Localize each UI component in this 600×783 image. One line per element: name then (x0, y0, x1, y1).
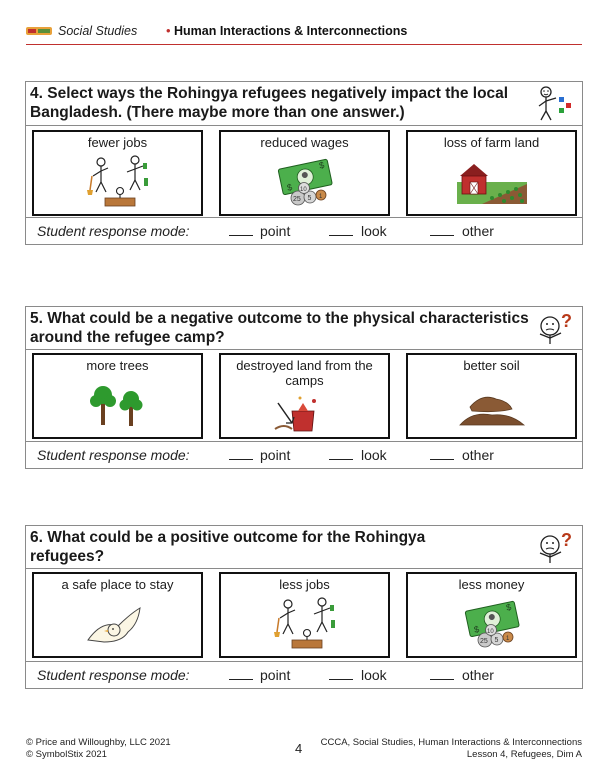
workers-icon (83, 154, 153, 210)
destroyed-land-icon (270, 393, 340, 433)
question-5-box (25, 306, 583, 469)
point-blank[interactable] (229, 235, 253, 236)
point-blank[interactable] (229, 679, 253, 680)
soil-icon (452, 381, 532, 431)
footer-copyright (26, 737, 171, 761)
header-title: Human Interactions & Interconnections (174, 24, 408, 38)
option-point: point (260, 223, 291, 239)
choice-loss-of-farm-land[interactable] (406, 130, 577, 216)
question-4-text: 4. Select ways the Rohingya refugees negatively impact the local Bangladesh. (There maybe more than one answer.) (30, 85, 509, 121)
choice-reduced-wages[interactable] (219, 130, 390, 216)
response-mode-row (26, 661, 582, 688)
page-number: 4 (295, 741, 303, 756)
option-other: other (462, 223, 494, 239)
choice-less-jobs[interactable] (219, 572, 390, 658)
choice-label: better soil (463, 358, 520, 373)
response-mode-row (26, 441, 582, 468)
choice-label: fewer jobs (87, 135, 148, 150)
header-subject: Social Studies (58, 24, 138, 38)
point-blank[interactable] (229, 459, 253, 460)
money-icon (270, 154, 340, 210)
lesson-line: Lesson 4, Refugees, Dim A (466, 749, 582, 760)
look-blank[interactable] (329, 459, 353, 460)
response-mode-label: Student response mode: (37, 667, 190, 683)
look-blank[interactable] (329, 235, 353, 236)
question-5-text: 5. What could be a negative outcome to the physical characteristics around the refugee camp? (30, 310, 529, 346)
svg-text:?: ? (561, 530, 572, 550)
question-6-text: 6. What could be a positive outcome for the Rohingya refugees? (30, 529, 426, 565)
choice-label: less money (458, 577, 525, 592)
svg-text:$: $ (317, 159, 325, 171)
choice-fewer-jobs[interactable] (32, 130, 203, 216)
choice-more-trees[interactable] (32, 353, 203, 439)
page-header (26, 22, 582, 45)
thinking-question-icon (534, 310, 574, 348)
svg-text:1: 1 (318, 194, 322, 200)
other-blank[interactable] (430, 459, 454, 460)
publisher-logo-icon (26, 25, 52, 37)
svg-text:$: $ (504, 601, 512, 613)
option-look: look (361, 223, 387, 239)
choice-destroyed-land[interactable] (219, 353, 390, 439)
svg-text:5: 5 (307, 195, 311, 202)
svg-text:?: ? (561, 311, 572, 331)
response-mode-row (26, 217, 582, 244)
option-look: look (361, 667, 387, 683)
choice-label: loss of farm land (443, 135, 540, 150)
option-point: point (260, 667, 291, 683)
choice-less-money[interactable] (406, 572, 577, 658)
svg-text:10: 10 (299, 187, 307, 193)
svg-text:$: $ (472, 624, 480, 635)
svg-text:25: 25 (479, 638, 488, 645)
farm-icon (452, 154, 532, 210)
workers-icon (270, 596, 340, 652)
response-mode-label: Student response mode: (37, 447, 190, 463)
thinking-question-icon (534, 529, 574, 567)
other-blank[interactable] (430, 679, 454, 680)
choice-label: a safe place to stay (61, 577, 174, 592)
course-line: CCCA, Social Studies, Human Interactions & Interconnections (320, 737, 582, 748)
header-separator: • (166, 23, 171, 38)
question-6-box (25, 525, 583, 689)
option-other: other (462, 447, 494, 463)
copyright-line-1: © Price and Willoughby, LLC 2021 (26, 737, 171, 748)
option-other: other (462, 667, 494, 683)
svg-text:25: 25 (292, 196, 301, 203)
footer-course-info (321, 737, 582, 761)
response-mode-label: Student response mode: (37, 223, 190, 239)
choice-label: reduced wages (260, 135, 349, 150)
svg-text:10: 10 (486, 629, 494, 635)
svg-text:1: 1 (505, 636, 509, 642)
question-6-header (26, 526, 582, 569)
choice-better-soil[interactable] (406, 353, 577, 439)
choice-safe-place[interactable] (32, 572, 203, 658)
choice-label: more trees (86, 358, 149, 373)
choice-label: destroyed land from the camps (236, 358, 373, 388)
question-4-box (25, 81, 583, 245)
trees-icon (83, 379, 153, 431)
look-blank[interactable] (329, 679, 353, 680)
option-look: look (361, 447, 387, 463)
svg-text:5: 5 (494, 637, 498, 644)
question-5-header (26, 307, 582, 350)
option-point: point (260, 447, 291, 463)
other-blank[interactable] (430, 235, 454, 236)
copyright-line-2: © SymbolStix 2021 (26, 749, 107, 760)
choice-label: less jobs (279, 577, 330, 592)
svg-text:$: $ (285, 182, 293, 193)
dove-icon (78, 600, 158, 650)
money-icon (457, 596, 527, 652)
student-choosing-icon (534, 85, 574, 123)
question-4-header (26, 82, 582, 126)
